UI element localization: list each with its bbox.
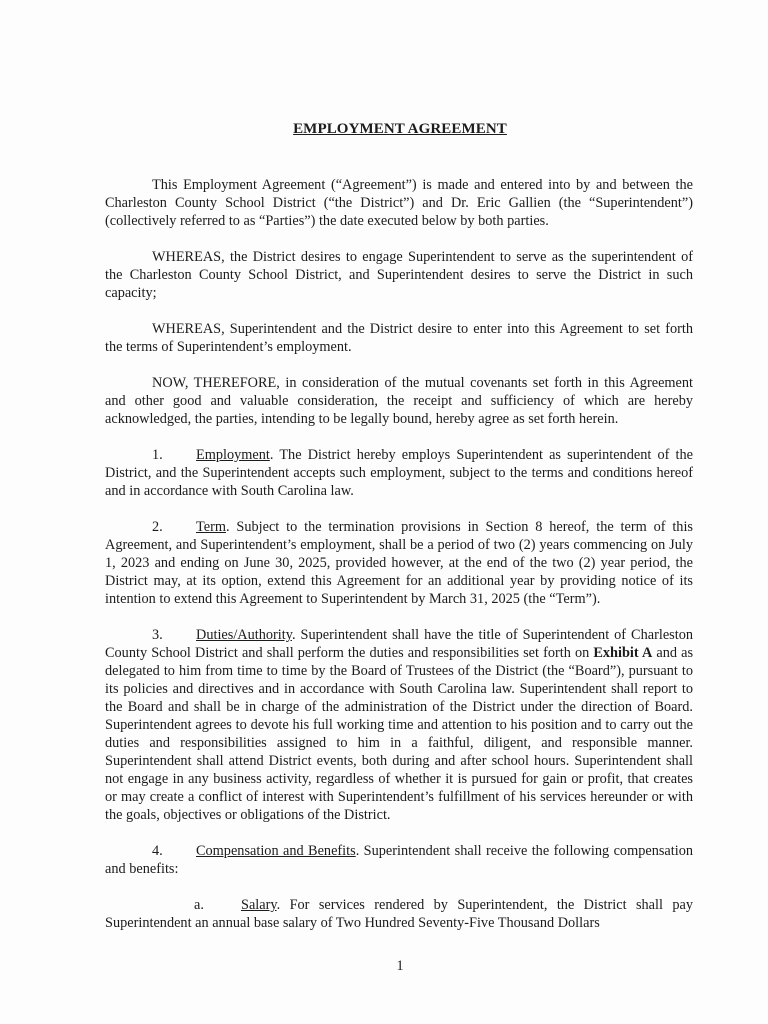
section-number: 1. (152, 447, 163, 463)
page-number: 1 (396, 958, 404, 974)
section-heading: Compensation and Benefits (196, 843, 356, 859)
section-heading: Employment (196, 447, 270, 463)
section-employment: 1. Employment. The District hereby employs Superintendent as superintendent of the District, and the Superintendent accepts such employment, subject to the terms and conditions hereof and in accordance with South Carolina law. (105, 447, 693, 499)
section-compensation: 4. Compensation and Benefits. Superintendent shall receive the following compensation and benefits: (105, 843, 693, 877)
section-text: and as delegated to him from time to time by the Board of Trustees of the District (the “Board”), pursuant to its policies and directives and in accordance with South Carolina law. Superintendent shall report to the Board and shall be in charge of the administration of the District under the direction of Board. Superintendent agrees to devote his full working time and attention to his position and to carry out the duties and responsibilities assigned to him in a faithful, diligent, and responsible manner. Superintendent shall attend District events, both during and after school hours. Superintendent shall not engage in any business activity, regardless of whether it is pursued for gain or profit, that creates or may create a conflict of interest with Superintendent’s fulfillment of his services hereunder or with the goals, objectives or obligations of the District. (105, 645, 694, 823)
document-title: EMPLOYMENT AGREEMENT (293, 121, 507, 137)
section-number: 2. (152, 519, 163, 535)
section-number: 3. (152, 627, 163, 643)
exhibit-reference: Exhibit A (593, 645, 653, 661)
section-text: Superintendent shall have the title of Superintendent of Charleston County School District and shall perform the duties and responsibilities set forth on (105, 627, 693, 661)
document-body (105, 176, 693, 950)
intro-paragraph: This Employment Agreement (“Agreement”) is made and entered into by and between the Charleston County School District (“the District”) and Dr. Eric Gallien (the “Superintendent”) (collectively referred to as “Parties”) the date executed below by both parties. (105, 177, 693, 229)
subsection-salary: a. Salary. For services rendered by Superintendent, the District shall pay Superintendent an annual base salary of Two Hundred Seventy-Five Thousand Dollars (105, 897, 693, 931)
section-heading: Term (196, 519, 226, 535)
subsection-heading: Salary (241, 897, 277, 913)
section-text: Subject to the termination provisions in Section 8 hereof, the term of this Agreement, and Superintendent’s employment, shall be a period of two (2) years commencing on July 1, 2023 and ending on June 30, 2025, provided however, at the end of the two (2) year period, the District may, at its option, extend this Agreement for an additional year by providing notice of its intention to extend this Agreement to Superintendent by March 31, 2025 (the “Term”). (105, 519, 693, 607)
section-duties-authority: 3. Duties/Authority. Superintendent shall have the title of Superintendent of Charleston County School District and shall perform the duties and responsibilities set forth on Exhibit A and as delegated to him from time to time by the Board of Trustees of the District (the “Board”), pursuant to its policies and directives and in accordance with South Carolina law. Superintendent shall report to the Board and shall be in charge of the administration of the District under the direction of Board. Superintendent agrees to devote his full working time and attention to his position and to carry out the duties and responsibilities assigned to him in a faithful, diligent, and responsible manner. Superintendent shall attend District events, both during and after school hours. Superintendent shall not engage in any business activity, regardless of whether it is pursued for gain or profit, that creates or may create a conflict of interest with Superintendent’s fulfillment of his services hereunder or with the goals, objectives or obligations of the District. (105, 627, 694, 823)
now-therefore-paragraph: NOW, THEREFORE, in consideration of the mutual covenants set forth in this Agreement and other good and valuable consideration, the receipt and sufficiency of which are hereby acknowledged, the parties, intending to be legally bound, hereby agree as set forth herein. (105, 375, 693, 427)
subsection-text: For services rendered by Superintendent, the District shall pay Superintendent an annual base salary of Two Hundred Seventy-Five Thousand Dollars (105, 897, 693, 931)
section-text: Superintendent shall receive the following compensation and benefits: (105, 843, 693, 877)
section-number: 4. (152, 843, 163, 859)
section-heading: Duties/Authority (196, 627, 292, 643)
section-text: The District hereby employs Superintendent as superintendent of the District, and the Superintendent accepts such employment, subject to the terms and conditions hereof and in accordance with South Carolina law. (105, 447, 693, 499)
whereas-paragraph-1: WHEREAS, the District desires to engage Superintendent to serve as the superintendent of the Charleston County School District, and Superintendent desires to serve the District in such capacity; (105, 249, 693, 301)
whereas-paragraph-2: WHEREAS, Superintendent and the District desire to enter into this Agreement to set forth the terms of Superintendent’s employment. (105, 321, 693, 355)
subsection-label: a. (194, 897, 204, 913)
section-term: 2. Term. Subject to the termination provisions in Section 8 hereof, the term of this Agreement, and Superintendent’s employment, shall be a period of two (2) years commencing on July 1, 2023 and ending on June 30, 2025, provided however, at the end of the two (2) year period, the District may, at its option, extend this Agreement for an additional year by providing notice of its intention to extend this Agreement to Superintendent by March 31, 2025 (the “Term”). (105, 519, 693, 607)
